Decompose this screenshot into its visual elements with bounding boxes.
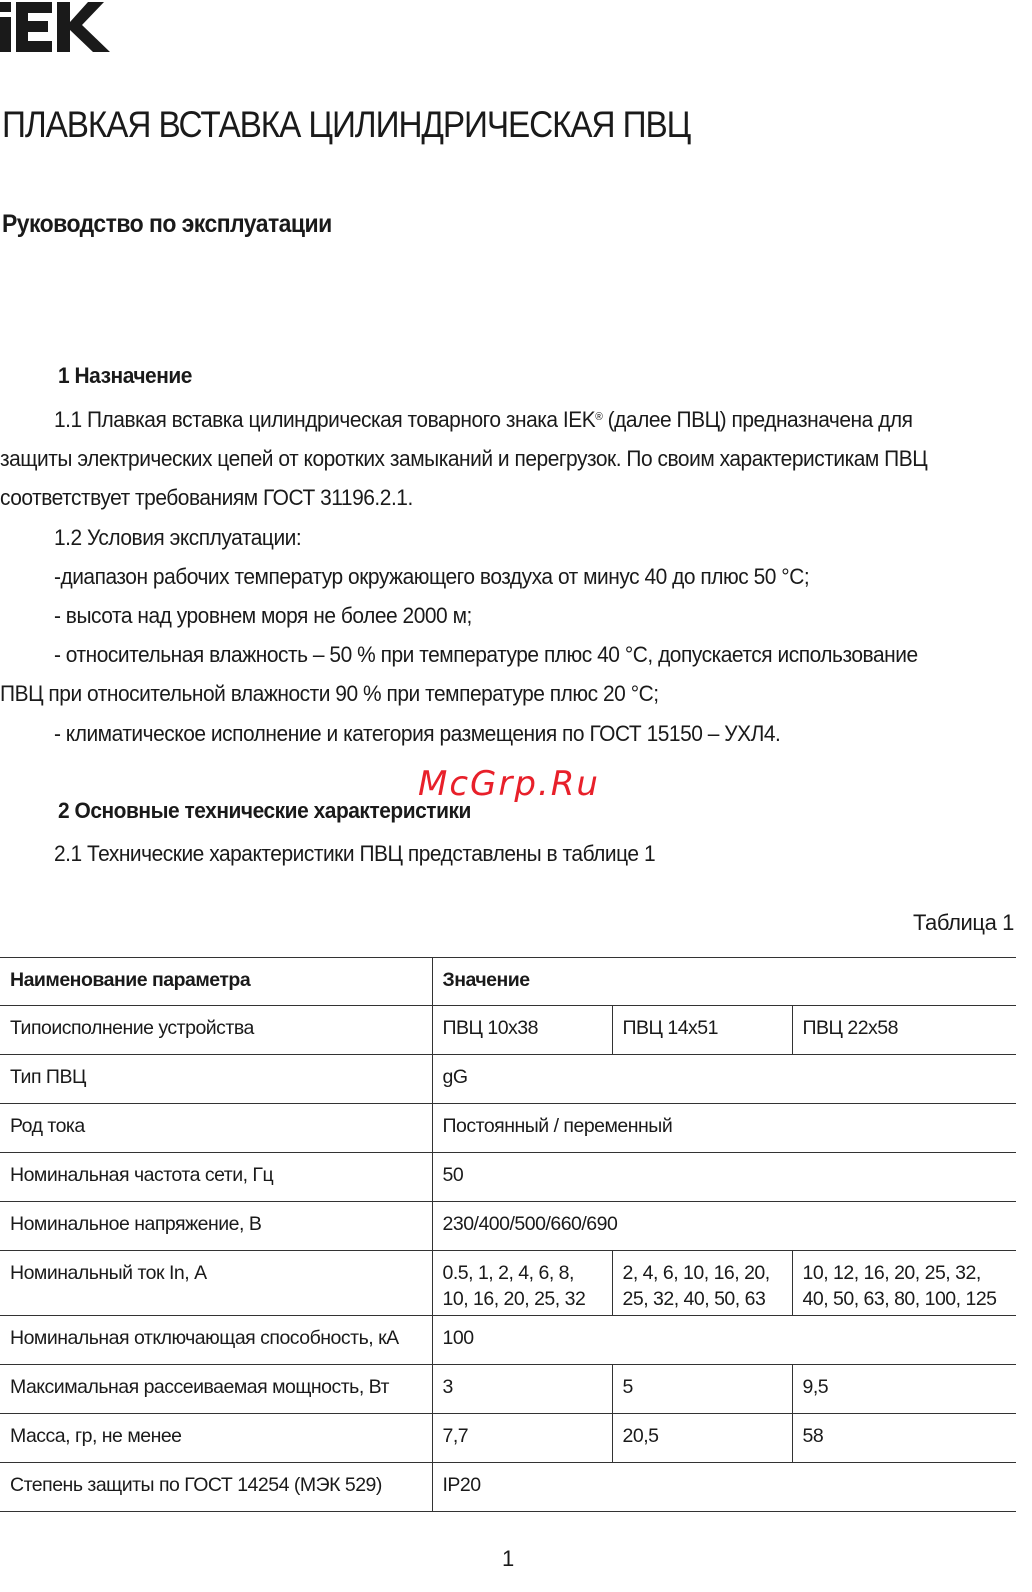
table-header-row (0, 958, 1016, 1006)
param-cell: Масса, гр, не менее (0, 1414, 432, 1463)
section-1-heading: 1 Назначение (58, 363, 192, 388)
table-row (0, 1202, 1016, 1251)
value-cell: 5 (612, 1365, 792, 1414)
value-cell: 2, 4, 6, 10, 16, 20, 25, 32, 40, 50, 63 (612, 1251, 792, 1316)
param-cell: Номинальное напряжение, В (0, 1202, 432, 1251)
page-number: 1 (502, 1546, 515, 1571)
table-row (0, 1365, 1016, 1414)
paragraph-2-1: 2.1 Технические характеристики ПВЦ представлены в таблице 1 (53, 841, 656, 866)
table-row (0, 1104, 1016, 1153)
table-row (0, 1316, 1016, 1365)
value-cell: IP20 (432, 1463, 1016, 1512)
param-cell: Тип ПВЦ (0, 1055, 432, 1104)
table-row (0, 1006, 1016, 1055)
value-cell: ПВЦ 14x51 (612, 1006, 792, 1055)
value-cell: ПВЦ 22x58 (792, 1006, 1016, 1055)
value-cell: 9,5 (792, 1365, 1016, 1414)
value-cell: 50 (432, 1153, 1016, 1202)
header-cell: Наименование параметра (0, 958, 432, 1006)
value-cell: ПВЦ 10x38 (432, 1006, 612, 1055)
header-cell: Значение (432, 958, 1016, 1006)
value-cell: 20,5 (612, 1414, 792, 1463)
value-cell: 230/400/500/660/690 (432, 1202, 1016, 1251)
document-subtitle: Руководство по эксплуатации (2, 210, 332, 238)
value-cell: 100 (432, 1316, 1016, 1365)
condition-humidity: - относительная влажность – 50 % при температуре плюс 40 °С, допускается использование ПВЦ при относительной влажности 90 % при температуре плюс 20 °С; (0, 642, 918, 706)
section-2-heading: 2 Основные технические характеристики (58, 798, 471, 823)
condition-altitude: - высота над уровнем моря не более 2000 м; (53, 603, 472, 628)
paragraph-1-1: 1.1 Плавкая вставка цилиндрическая товарного знака IEK® (далее ПВЦ) предназначена для защиты электрических цепей от коротких замыканий и перегрузок. По своим характеристикам ПВЦ соответствует требованиям ГОСТ 31196.2.1. (0, 407, 928, 510)
param-cell: Номинальная частота сети, Гц (0, 1153, 432, 1202)
value-cell: 0.5, 1, 2, 4, 6, 8, 10, 16, 20, 25, 32 (432, 1251, 612, 1316)
param-cell: Номинальный ток In, А (0, 1251, 432, 1316)
value-cell: 3 (432, 1365, 612, 1414)
document-title: ПЛАВКАЯ ВСТАВКА ЦИЛИНДРИЧЕСКАЯ ПВЦ (2, 104, 691, 145)
registered-mark: ® (595, 411, 603, 423)
watermark: McGrp.Ru (418, 764, 600, 804)
condition-climate: - климатическое исполнение и категория размещения по ГОСТ 15150 – УХЛ4. (53, 721, 781, 746)
paragraph-1-2: 1.2 Условия эксплуатации: (53, 525, 302, 550)
spec-table (0, 957, 1016, 1512)
value-cell: gG (432, 1055, 1016, 1104)
value-cell: 10, 12, 16, 20, 25, 32, 40, 50, 63, 80, 100, 125 (792, 1251, 1016, 1316)
param-cell: Максимальная рассеиваемая мощность, Вт (0, 1365, 432, 1414)
param-cell: Степень защиты по ГОСТ 14254 (МЭК 529) (0, 1463, 432, 1512)
table-row (0, 1414, 1016, 1463)
param-cell: Типоисполнение устройства (0, 1006, 432, 1055)
table-row (0, 1153, 1016, 1202)
iek-logo (0, 2, 112, 52)
condition-temperature: -диапазон рабочих температур окружающего воздуха от минус 40 до плюс 50 °С; (53, 564, 810, 589)
param-cell: Номинальная отключающая способность, кА (0, 1316, 432, 1365)
value-cell: 7,7 (432, 1414, 612, 1463)
table-caption: Таблица 1 (912, 910, 1014, 935)
table-row (0, 1251, 1016, 1316)
value-cell: Постоянный / переменный (432, 1104, 1016, 1153)
param-cell: Род тока (0, 1104, 432, 1153)
value-cell: 58 (792, 1414, 1016, 1463)
table-row (0, 1463, 1016, 1512)
table-row (0, 1055, 1016, 1104)
